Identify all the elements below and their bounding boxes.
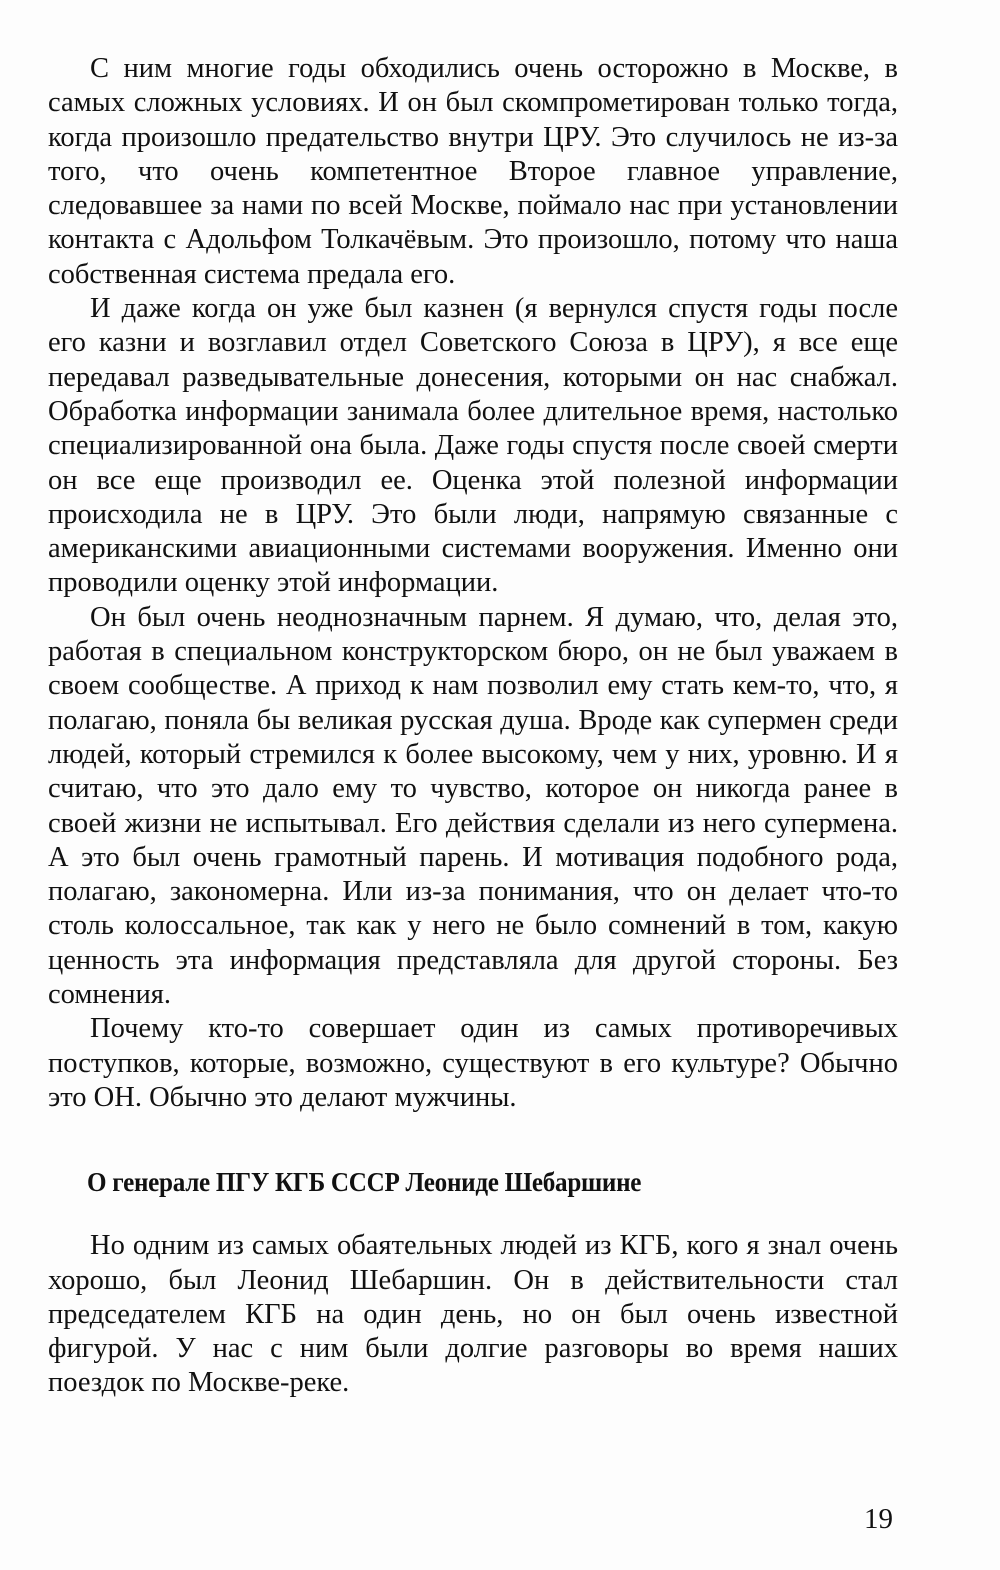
paragraph-4: Почему кто-то совершает один из самых противоречивых поступков, которые, возможно, существуют в его культуре? Обычно это ОН. Обычно это делают мужчины. — [48, 1013, 898, 1113]
page-number: 19 — [864, 1503, 893, 1535]
paragraph-2: И даже когда он уже был казнен (я вернулся спустя годы после его казни и возглавил отдел Советского Союза в ЦРУ), я все еще передавал разведывательные донесения, которыми он нас снабжал. Обработка информации занимала более длительное время, настолько специализированной она была. Даже годы спустя после своей смерти он все еще производил ее. Оценка этой полезной информации происходила не в ЦРУ. Это были люди, напрямую связанные с американскими авиационными системами вооружения. Именно они проводили оценку этой информации. — [48, 293, 898, 599]
body-text — [48, 52, 898, 1401]
paragraph-1: С ним многие годы обходились очень осторожно в Москве, в самых сложных условиях. И он был скомпрометирован только тогда, когда произошло предательство внутри ЦРУ. Это случилось не из-за того, что очень компетентное Второе главное управление, следовавшее за нами по всей Москве, поймало нас при установлении контакта с Адольфом Толкачёвым. Это произошло, потому что наша собственная система предала его. — [48, 53, 898, 290]
paragraph-3: Он был очень неоднозначным парнем. Я думаю, что, делая это, работая в специальном конструкторском бюро, он не был уважаем в своем сообществе. А приход к нам позволил ему стать кем-то, что, я полагаю, поняла бы великая русская душа. Вроде как супермен среди людей, который стремился к более высокому, чем у них, уровню. И я считаю, что это дало ему то чувство, которое он никогда ранее в своей жизни не испытывал. Его действия сделали из него супермена. А это был очень грамотный парень. И мотивация подобного рода, полагаю, закономерна. Или из-за понимания, что он делает что-то столь колоссальное, так как у него не было сомнений в том, какую ценность эта информация представляла для другой стороны. Без сомнения. — [48, 601, 898, 1011]
paragraph-5: Но одним из самых обаятельных людей из КГБ, кого я знал очень хорошо, был Леонид Шебаршин. Он в действительности стал председателем КГБ на один день, но он был очень известной фигурой. У нас с ним были долгие разговоры во время наших поездок по Москве-реке. — [48, 1230, 898, 1399]
section-heading: О генерале ПГУ КГБ СССР Леониде Шебаршине — [87, 1167, 642, 1198]
